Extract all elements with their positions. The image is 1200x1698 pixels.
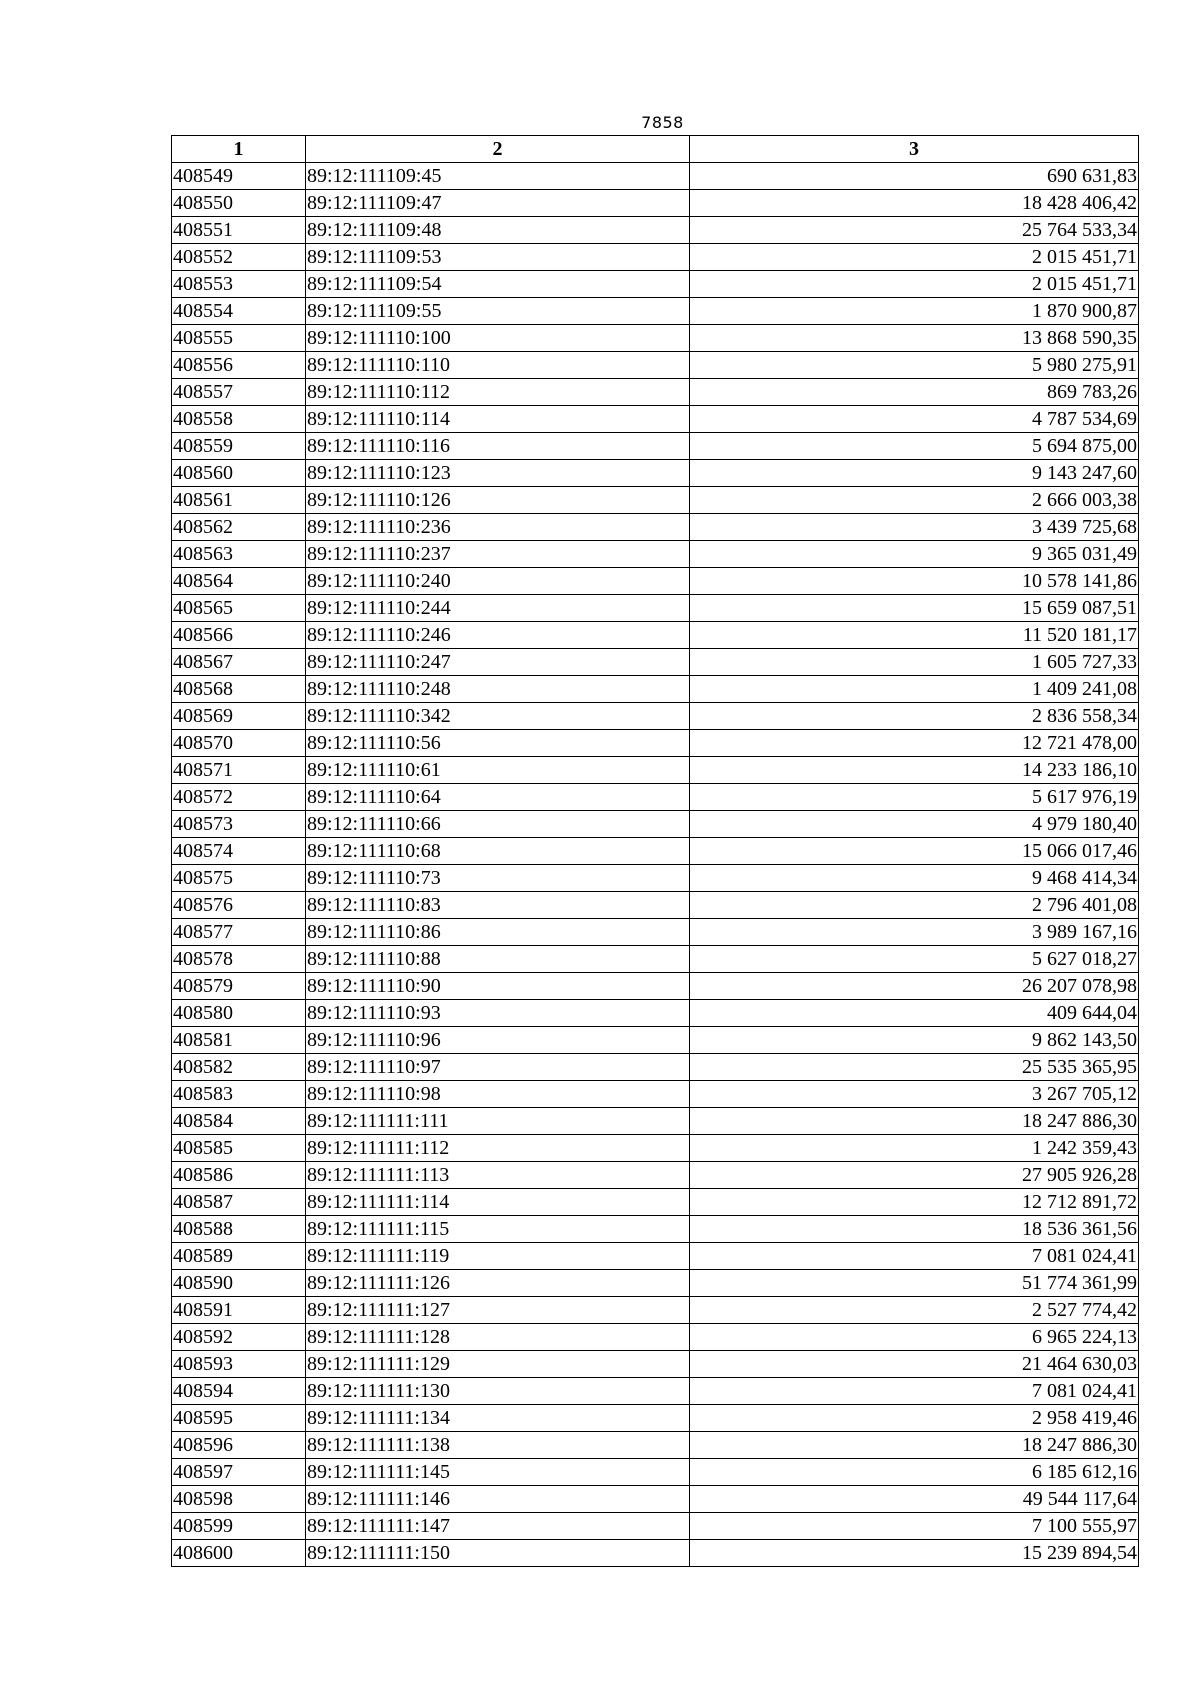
table-row [172,1054,1139,1081]
cadastral-number-cell: 89:12:111110:342 [306,703,690,730]
table-row [172,595,1139,622]
row-number-cell: 408558 [172,406,306,433]
row-number-cell: 408600 [172,1540,306,1567]
table-row [172,811,1139,838]
cadastral-number-cell: 89:12:111110:123 [306,460,690,487]
row-number-cell: 408587 [172,1189,306,1216]
cadastral-number-cell: 89:12:111110:116 [306,433,690,460]
row-number-cell: 408576 [172,892,306,919]
cadastral-value-cell: 15 659 087,51 [690,595,1139,622]
row-number-cell: 408551 [172,217,306,244]
cadastral-value-cell: 25 764 533,34 [690,217,1139,244]
table-row [172,730,1139,757]
cadastral-value-cell: 2 836 558,34 [690,703,1139,730]
cadastral-value-cell: 1 242 359,43 [690,1135,1139,1162]
row-number-cell: 408592 [172,1324,306,1351]
table-row [172,1108,1139,1135]
table-row [172,190,1139,217]
table-row [172,973,1139,1000]
cadastral-value-cell: 5 617 976,19 [690,784,1139,811]
table-row [172,487,1139,514]
row-number-cell: 408577 [172,919,306,946]
cadastral-value-table [171,135,1139,1567]
row-number-cell: 408589 [172,1243,306,1270]
table-row [172,379,1139,406]
cadastral-value-cell: 26 207 078,98 [690,973,1139,1000]
cadastral-value-cell: 12 721 478,00 [690,730,1139,757]
table-row [172,838,1139,865]
table-row [172,460,1139,487]
cadastral-number-cell: 89:12:111110:98 [306,1081,690,1108]
cadastral-value-cell: 6 965 224,13 [690,1324,1139,1351]
cadastral-value-cell: 18 247 886,30 [690,1108,1139,1135]
cadastral-number-cell: 89:12:111111:146 [306,1486,690,1513]
cadastral-number-cell: 89:12:111110:237 [306,541,690,568]
row-number-cell: 408557 [172,379,306,406]
row-number-cell: 408580 [172,1000,306,1027]
row-number-cell: 408574 [172,838,306,865]
column-header-2: 2 [306,136,690,163]
table-row [172,1486,1139,1513]
row-number-cell: 408554 [172,298,306,325]
cadastral-number-cell: 89:12:111110:100 [306,325,690,352]
cadastral-value-cell: 3 439 725,68 [690,514,1139,541]
table-row [172,1405,1139,1432]
cadastral-value-cell: 15 066 017,46 [690,838,1139,865]
row-number-cell: 408553 [172,271,306,298]
table-row [172,568,1139,595]
cadastral-value-cell: 7 081 024,41 [690,1378,1139,1405]
cadastral-value-cell: 9 143 247,60 [690,460,1139,487]
cadastral-value-cell: 21 464 630,03 [690,1351,1139,1378]
row-number-cell: 408579 [172,973,306,1000]
row-number-cell: 408575 [172,865,306,892]
cadastral-number-cell: 89:12:111111:134 [306,1405,690,1432]
cadastral-number-cell: 89:12:111109:48 [306,217,690,244]
row-number-cell: 408568 [172,676,306,703]
table-row [172,649,1139,676]
cadastral-number-cell: 89:12:111111:127 [306,1297,690,1324]
cadastral-number-cell: 89:12:111111:138 [306,1432,690,1459]
cadastral-number-cell: 89:12:111110:114 [306,406,690,433]
row-number-cell: 408582 [172,1054,306,1081]
row-number-cell: 408588 [172,1216,306,1243]
cadastral-number-cell: 89:12:111111:128 [306,1324,690,1351]
cadastral-number-cell: 89:12:111110:61 [306,757,690,784]
row-number-cell: 408578 [172,946,306,973]
cadastral-number-cell: 89:12:111109:47 [306,190,690,217]
table-body [172,163,1139,1567]
cadastral-number-cell: 89:12:111110:248 [306,676,690,703]
cadastral-value-cell: 18 428 406,42 [690,190,1139,217]
table-row [172,298,1139,325]
row-number-cell: 408597 [172,1459,306,1486]
cadastral-value-cell: 2 015 451,71 [690,271,1139,298]
cadastral-value-cell: 51 774 361,99 [690,1270,1139,1297]
table-row [172,217,1139,244]
cadastral-value-cell: 9 468 414,34 [690,865,1139,892]
table-row [172,1324,1139,1351]
cadastral-number-cell: 89:12:111110:88 [306,946,690,973]
cadastral-value-cell: 4 979 180,40 [690,811,1139,838]
cadastral-number-cell: 89:12:111110:86 [306,919,690,946]
table-row [172,1459,1139,1486]
table-row [172,1162,1139,1189]
cadastral-number-cell: 89:12:111111:119 [306,1243,690,1270]
cadastral-value-cell: 1 409 241,08 [690,676,1139,703]
cadastral-value-cell: 2 958 419,46 [690,1405,1139,1432]
row-number-cell: 408591 [172,1297,306,1324]
table-row [172,703,1139,730]
cadastral-number-cell: 89:12:111110:240 [306,568,690,595]
table-row [172,919,1139,946]
row-number-cell: 408598 [172,1486,306,1513]
cadastral-value-cell: 12 712 891,72 [690,1189,1139,1216]
table-row [172,271,1139,298]
cadastral-number-cell: 89:12:111111:111 [306,1108,690,1135]
cadastral-value-cell: 2 527 774,42 [690,1297,1139,1324]
row-number-cell: 408564 [172,568,306,595]
row-number-cell: 408556 [172,352,306,379]
row-number-cell: 408571 [172,757,306,784]
table-row [172,946,1139,973]
cadastral-number-cell: 89:12:111110:64 [306,784,690,811]
cadastral-number-cell: 89:12:111110:126 [306,487,690,514]
table-row [172,1081,1139,1108]
cadastral-value-cell: 25 535 365,95 [690,1054,1139,1081]
cadastral-number-cell: 89:12:111111:145 [306,1459,690,1486]
row-number-cell: 408563 [172,541,306,568]
table-row [172,622,1139,649]
cadastral-number-cell: 89:12:111111:112 [306,1135,690,1162]
cadastral-number-cell: 89:12:111110:236 [306,514,690,541]
cadastral-number-cell: 89:12:111111:126 [306,1270,690,1297]
table-row [172,1000,1139,1027]
row-number-cell: 408561 [172,487,306,514]
cadastral-value-cell: 409 644,04 [690,1000,1139,1027]
table-row [172,406,1139,433]
cadastral-number-cell: 89:12:111110:244 [306,595,690,622]
table-row [172,1432,1139,1459]
cadastral-number-cell: 89:12:111110:68 [306,838,690,865]
cadastral-number-cell: 89:12:111110:96 [306,1027,690,1054]
table-row [172,1216,1139,1243]
row-number-cell: 408559 [172,433,306,460]
cadastral-value-cell: 14 233 186,10 [690,757,1139,784]
row-number-cell: 408549 [172,163,306,190]
row-number-cell: 408567 [172,649,306,676]
row-number-cell: 408590 [172,1270,306,1297]
table-header-row [172,136,1139,163]
row-number-cell: 408550 [172,190,306,217]
cadastral-value-cell: 2 666 003,38 [690,487,1139,514]
cadastral-value-cell: 18 536 361,56 [690,1216,1139,1243]
table-row [172,1243,1139,1270]
cadastral-value-cell: 5 694 875,00 [690,433,1139,460]
table-row [172,784,1139,811]
cadastral-number-cell: 89:12:111109:55 [306,298,690,325]
cadastral-value-cell: 5 627 018,27 [690,946,1139,973]
row-number-cell: 408581 [172,1027,306,1054]
row-number-cell: 408595 [172,1405,306,1432]
cadastral-number-cell: 89:12:111110:83 [306,892,690,919]
table-row [172,892,1139,919]
cadastral-number-cell: 89:12:111110:93 [306,1000,690,1027]
cadastral-number-cell: 89:12:111109:53 [306,244,690,271]
column-header-1: 1 [172,136,306,163]
row-number-cell: 408599 [172,1513,306,1540]
table-row [172,1270,1139,1297]
row-number-cell: 408570 [172,730,306,757]
cadastral-number-cell: 89:12:111110:110 [306,352,690,379]
cadastral-number-cell: 89:12:111109:45 [306,163,690,190]
cadastral-value-cell: 6 185 612,16 [690,1459,1139,1486]
table-row [172,1135,1139,1162]
table-row [172,1027,1139,1054]
row-number-cell: 408583 [172,1081,306,1108]
cadastral-value-cell: 4 787 534,69 [690,406,1139,433]
row-number-cell: 408593 [172,1351,306,1378]
row-number-cell: 408572 [172,784,306,811]
row-number-cell: 408566 [172,622,306,649]
cadastral-number-cell: 89:12:111110:112 [306,379,690,406]
cadastral-value-cell: 11 520 181,17 [690,622,1139,649]
table-row [172,433,1139,460]
cadastral-value-cell: 7 081 024,41 [690,1243,1139,1270]
row-number-cell: 408552 [172,244,306,271]
page-number: 7858 [641,113,684,132]
table-row [172,163,1139,190]
cadastral-value-cell: 3 989 167,16 [690,919,1139,946]
row-number-cell: 408555 [172,325,306,352]
table-row [172,1513,1139,1540]
table-row [172,1189,1139,1216]
cadastral-number-cell: 89:12:111110:246 [306,622,690,649]
table-row [172,1297,1139,1324]
cadastral-value-cell: 10 578 141,86 [690,568,1139,595]
cadastral-number-cell: 89:12:111111:114 [306,1189,690,1216]
row-number-cell: 408560 [172,460,306,487]
row-number-cell: 408565 [172,595,306,622]
row-number-cell: 408586 [172,1162,306,1189]
cadastral-number-cell: 89:12:111109:54 [306,271,690,298]
cadastral-number-cell: 89:12:111111:150 [306,1540,690,1567]
cadastral-number-cell: 89:12:111110:56 [306,730,690,757]
row-number-cell: 408584 [172,1108,306,1135]
cadastral-value-cell: 1 870 900,87 [690,298,1139,325]
cadastral-value-cell: 13 868 590,35 [690,325,1139,352]
table-row [172,676,1139,703]
table-row [172,1540,1139,1567]
row-number-cell: 408596 [172,1432,306,1459]
row-number-cell: 408594 [172,1378,306,1405]
cadastral-number-cell: 89:12:111111:129 [306,1351,690,1378]
table-row [172,865,1139,892]
cadastral-value-cell: 1 605 727,33 [690,649,1139,676]
row-number-cell: 408573 [172,811,306,838]
cadastral-number-cell: 89:12:111110:66 [306,811,690,838]
cadastral-value-cell: 9 862 143,50 [690,1027,1139,1054]
cadastral-number-cell: 89:12:111110:90 [306,973,690,1000]
table-row [172,757,1139,784]
cadastral-number-cell: 89:12:111111:113 [306,1162,690,1189]
table-row [172,514,1139,541]
cadastral-value-cell: 690 631,83 [690,163,1139,190]
row-number-cell: 408569 [172,703,306,730]
cadastral-number-cell: 89:12:111111:130 [306,1378,690,1405]
cadastral-value-cell: 869 783,26 [690,379,1139,406]
table-row [172,1351,1139,1378]
cadastral-value-cell: 49 544 117,64 [690,1486,1139,1513]
cadastral-number-cell: 89:12:111110:73 [306,865,690,892]
row-number-cell: 408585 [172,1135,306,1162]
cadastral-number-cell: 89:12:111111:115 [306,1216,690,1243]
cadastral-number-cell: 89:12:111110:247 [306,649,690,676]
cadastral-value-cell: 9 365 031,49 [690,541,1139,568]
cadastral-value-cell: 2 015 451,71 [690,244,1139,271]
cadastral-number-cell: 89:12:111111:147 [306,1513,690,1540]
table-row [172,325,1139,352]
cadastral-value-cell: 7 100 555,97 [690,1513,1139,1540]
cadastral-value-cell: 18 247 886,30 [690,1432,1139,1459]
cadastral-value-cell: 15 239 894,54 [690,1540,1139,1567]
cadastral-number-cell: 89:12:111110:97 [306,1054,690,1081]
table-row [172,244,1139,271]
table-row [172,541,1139,568]
cadastral-value-cell: 5 980 275,91 [690,352,1139,379]
cadastral-value-cell: 2 796 401,08 [690,892,1139,919]
table-row [172,1378,1139,1405]
row-number-cell: 408562 [172,514,306,541]
column-header-3: 3 [690,136,1139,163]
cadastral-value-cell: 3 267 705,12 [690,1081,1139,1108]
table-row [172,352,1139,379]
cadastral-value-cell: 27 905 926,28 [690,1162,1139,1189]
